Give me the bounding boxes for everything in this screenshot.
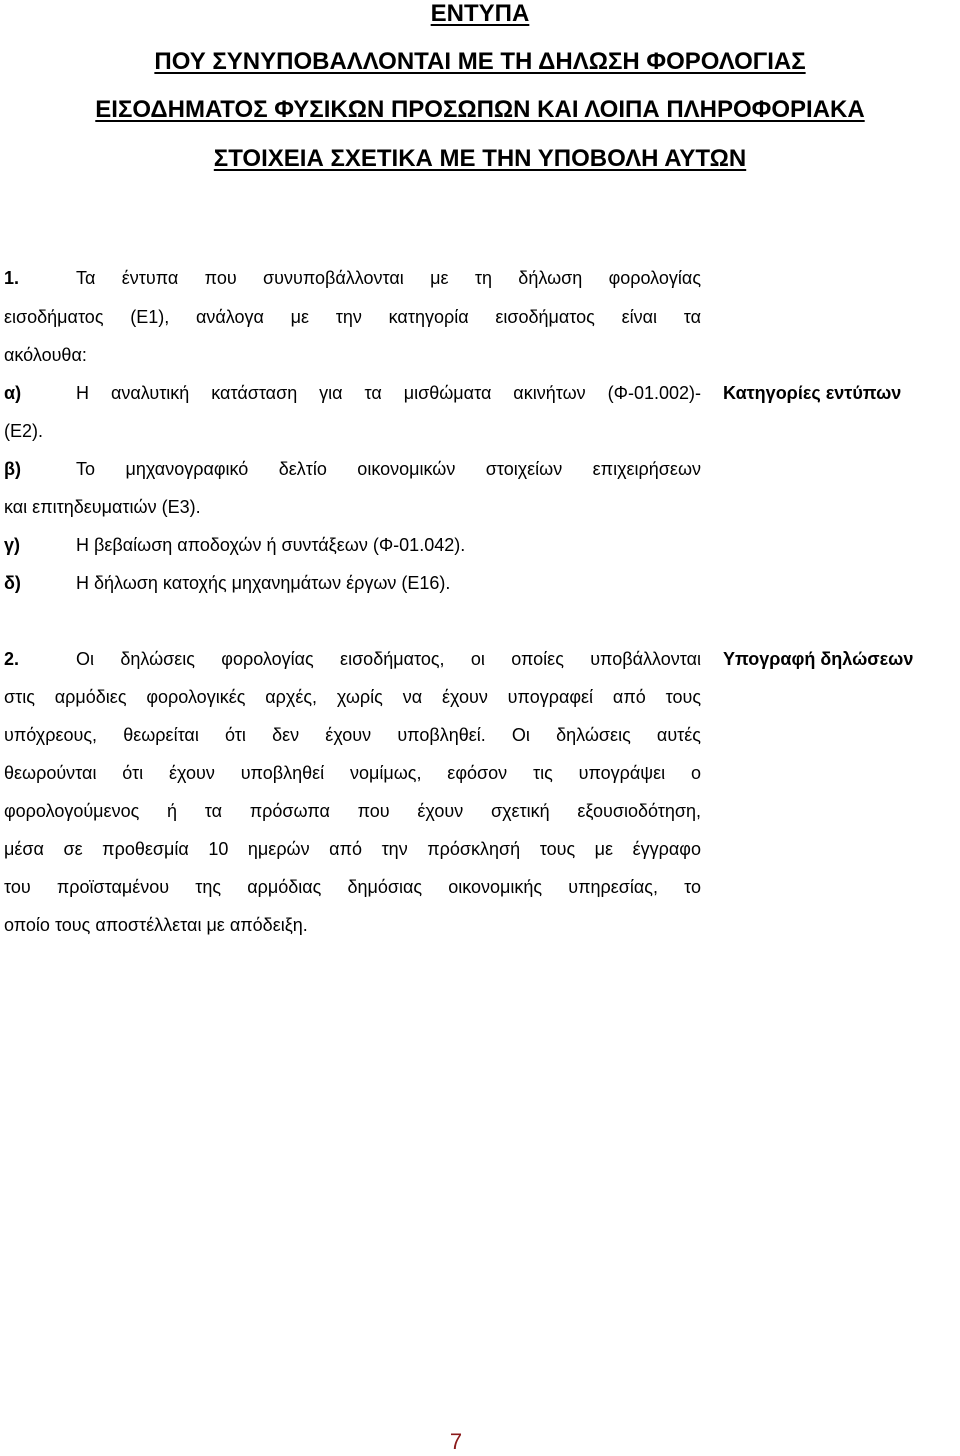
title-line-1: ΕΝΤΥΠΑ <box>430 0 530 27</box>
section2-line-7: του προϊσταμένου της αρμόδιας δημόσιας οικονομικής υπηρεσίας, το <box>4 877 701 897</box>
section1-intro-line-2: εισοδήματος (Ε1), ανάλογα με την κατηγορία εισοδήματος είναι τα <box>4 307 701 327</box>
item-a-text: Η αναλυτική κατάσταση για τα μισθώματα ακινήτων (Φ-01.002)- <box>76 383 701 403</box>
item-d-label: δ) <box>4 573 21 593</box>
section1-intro-text-1: Τα έντυπα που συνυποβάλλονται με τη δήλωση φορολογίας <box>76 268 701 288</box>
section2-line-8: οποίο τους αποστέλλεται με απόδειξη. <box>4 915 308 935</box>
item-d-text: Η δήλωση κατοχής μηχανημάτων έργων (Ε16). <box>76 573 451 593</box>
side-note-form-categories: Κατηγορίες εντύπων <box>723 383 902 403</box>
item-a-label: α) <box>4 383 22 403</box>
page-number: 7 <box>449 1429 463 1454</box>
title-line-2: ΠΟΥ ΣΥΝΥΠΟΒΑΛΛΟΝΤΑΙ ΜΕ ΤΗ ΔΗΛΩΣΗ ΦΟΡΟΛΟΓΙΑΣ <box>154 48 806 75</box>
side-note-signature: Υπογραφή δηλώσεων <box>723 649 914 669</box>
section2-line-2: στις αρμόδιες φορολογικές αρχές, χωρίς να έχουν υπογραφεί από τους <box>4 687 701 707</box>
section2-line-4: θεωρούνται ότι έχουν υποβληθεί νομίμως, εφόσον τις υπογράψει ο <box>4 763 701 783</box>
item-c-label: γ) <box>4 535 21 555</box>
item-a-continuation: (Ε2). <box>4 421 44 441</box>
section1-number: 1. <box>4 268 20 288</box>
section1-intro-line-3: ακόλουθα: <box>4 345 87 365</box>
section1-intro-line-1 <box>4 259 701 297</box>
section2-line-3: υπόχρεους, θεωρείται ότι δεν έχουν υποβληθεί. Οι δηλώσεις αυτές <box>4 725 701 745</box>
item-b-line <box>4 450 701 488</box>
item-a-line <box>4 374 701 412</box>
section2-line-5: φορολογούμενος ή τα πρόσωπα που έχουν σχετική εξουσιοδότηση, <box>4 801 701 821</box>
title-line-4: ΣΤΟΙΧΕΙΑ ΣΧΕΤΙΚΑ ΜΕ ΤΗΝ ΥΠΟΒΟΛΗ ΑΥΤΩΝ <box>213 145 747 172</box>
item-b-continuation: και επιτηδευματιών (Ε3). <box>4 497 201 517</box>
item-b-label: β) <box>4 459 21 479</box>
section2-line-6: μέσα σε προθεσμία 10 ημερών από την πρόσκλησή τους με έγγραφο <box>4 839 701 859</box>
item-c-line <box>4 526 465 564</box>
title-line-3: ΕΙΣΟΔΗΜΑΤΟΣ ΦΥΣΙΚΩΝ ΠΡΟΣΩΠΩΝ ΚΑΙ ΛΟΙΠΑ ΠΛΗΡΟΦΟΡΙΑΚΑ <box>95 96 865 123</box>
item-b-text: Το μηχανογραφικό δελτίο οικονομικών στοιχείων επιχειρήσεων <box>76 459 701 479</box>
section2-line-1 <box>4 640 701 678</box>
section2-number: 2. <box>4 649 20 669</box>
item-d-line <box>4 564 450 602</box>
section2-text-1: Οι δηλώσεις φορολογίας εισοδήματος, οι οποίες υποβάλλονται <box>76 649 701 669</box>
item-c-text: Η βεβαίωση αποδοχών ή συντάξεων (Φ-01.042). <box>76 535 466 555</box>
